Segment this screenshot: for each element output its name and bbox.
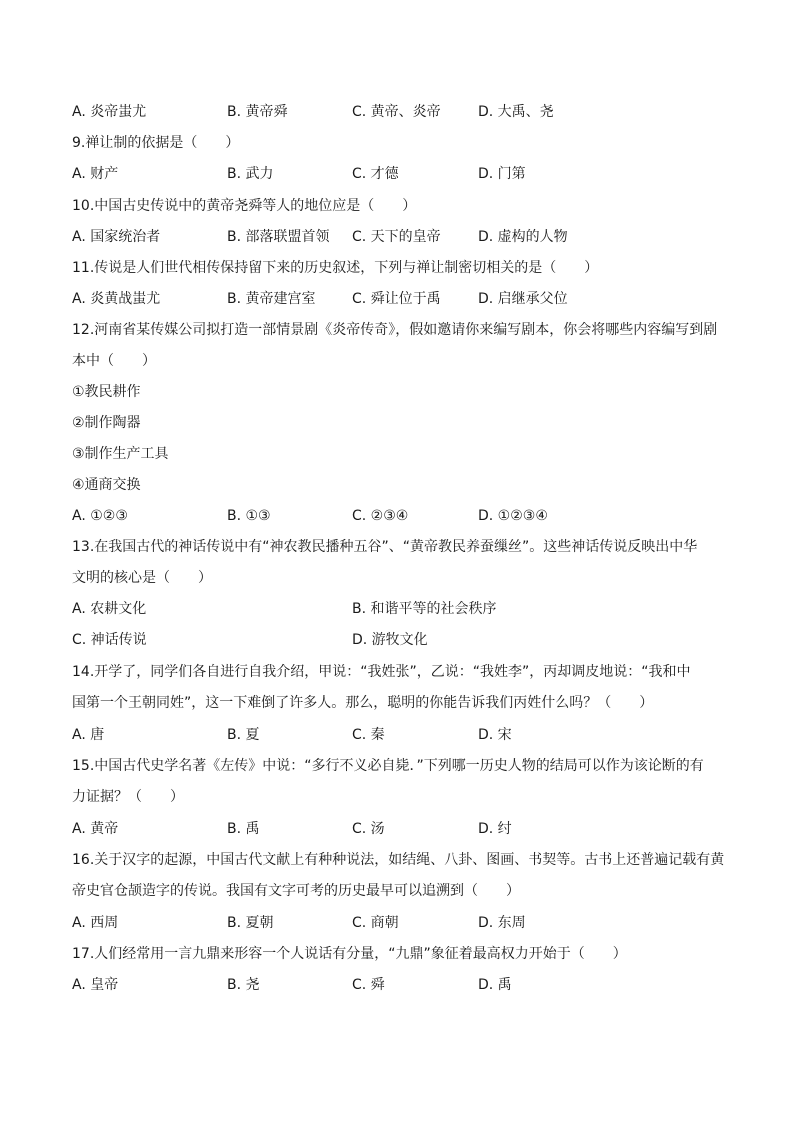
option-b[interactable]: B. ①③ bbox=[227, 508, 271, 524]
q17-stem: 17.人们经常用一言九鼎来形容一个人说话有分量，“九鼎”象征着最高权力开始于（ ） bbox=[72, 946, 627, 962]
q11-stem: 11.传说是人们世代相传保持留下来的历史叙述，下列与禅让制密切相关的是（ ） bbox=[72, 260, 599, 276]
q12-item-1: ①教民耕作 bbox=[72, 384, 141, 400]
option-d[interactable]: D. 大禹、尧 bbox=[478, 104, 554, 120]
q12-item-3: ③制作生产工具 bbox=[72, 446, 169, 462]
option-a[interactable]: A. 炎黄战蚩尤 bbox=[72, 291, 161, 307]
q15-options bbox=[72, 819, 732, 839]
option-c[interactable]: C. 舜让位于禹 bbox=[352, 291, 441, 307]
option-b[interactable]: B. 夏 bbox=[227, 727, 260, 743]
q13-stem-line-1: 13.在我国古代的神话传说中有“神农教民播种五谷”、“黄帝教民养蚕缫丝”。这些神话传说反映出中华 bbox=[72, 539, 698, 555]
q12-options bbox=[72, 506, 732, 526]
q15-stem-line-2: 力证据？（ ） bbox=[72, 789, 184, 805]
option-c[interactable]: C. 天下的皇帝 bbox=[352, 229, 441, 245]
q16-stem-line-1: 16.关于汉字的起源，中国古代文献上有种种说法，如结绳、八卦、图画、书契等。古书上还普遍记载有黄 bbox=[72, 852, 725, 868]
q17-options bbox=[72, 975, 732, 995]
q10-options bbox=[72, 227, 732, 247]
option-c[interactable]: C. 商朝 bbox=[352, 915, 399, 931]
q13-options-row-2 bbox=[72, 630, 732, 650]
option-b[interactable]: B. 夏朝 bbox=[227, 915, 274, 931]
option-c[interactable]: C. 汤 bbox=[352, 821, 385, 837]
option-b[interactable]: B. 部落联盟首领 bbox=[227, 229, 330, 245]
option-b[interactable]: B. 黄帝建宫室 bbox=[227, 291, 316, 307]
q14-options bbox=[72, 725, 732, 745]
q9-stem: 9.禅让制的依据是（ ） bbox=[72, 135, 240, 151]
option-c[interactable]: C. 神话传说 bbox=[72, 632, 147, 648]
option-c[interactable]: C. ②③④ bbox=[352, 508, 409, 524]
option-a[interactable]: A. 唐 bbox=[72, 727, 105, 743]
option-d[interactable]: D. 东周 bbox=[478, 915, 526, 931]
q8-options bbox=[72, 102, 732, 122]
option-a[interactable]: A. 国家统治者 bbox=[72, 229, 161, 245]
option-a[interactable]: A. ①②③ bbox=[72, 508, 128, 524]
option-a[interactable]: A. 黄帝 bbox=[72, 821, 119, 837]
option-b[interactable]: B. 尧 bbox=[227, 977, 260, 993]
option-d[interactable]: D. 启继承父位 bbox=[478, 291, 568, 307]
q14-stem-line-1: 14.开学了，同学们各自进行自我介绍，甲说：“我姓张”，乙说：“我姓李”，丙却调皮地说：“我和中 bbox=[72, 664, 691, 680]
option-b[interactable]: B. 黄帝舜 bbox=[227, 104, 288, 120]
option-c[interactable]: C. 才德 bbox=[352, 166, 399, 182]
option-b[interactable]: B. 和谐平等的社会秩序 bbox=[352, 601, 497, 617]
option-c[interactable]: C. 舜 bbox=[352, 977, 385, 993]
option-b[interactable]: B. 禹 bbox=[227, 821, 260, 837]
q9-options bbox=[72, 164, 732, 184]
option-d[interactable]: D. 禹 bbox=[478, 977, 512, 993]
q12-item-2: ②制作陶器 bbox=[72, 415, 141, 431]
option-d[interactable]: D. 虚构的人物 bbox=[478, 229, 568, 245]
q13-options-row-1 bbox=[72, 599, 732, 619]
q16-options bbox=[72, 913, 732, 933]
q15-stem-line-1: 15.中国古代史学名著《左传》中说：“多行不义必自毙．”下列哪一历史人物的结局可以作为该论断的有 bbox=[72, 758, 704, 774]
option-a[interactable]: A. 皇帝 bbox=[72, 977, 119, 993]
q13-stem-line-2: 文明的核心是（ ） bbox=[72, 570, 212, 586]
q12-stem-line-1: 12.河南省某传媒公司拟打造一部情景剧《炎帝传奇》，假如邀请你来编写剧本，你会将哪些内容编写到剧 bbox=[72, 322, 718, 338]
q12-stem-line-2: 本中（ ） bbox=[72, 353, 156, 369]
q14-stem-line-2: 国第一个王朝同姓”，这一下难倒了许多人。那么，聪明的你能告诉我们丙姓什么吗？（ ） bbox=[72, 695, 654, 711]
option-d[interactable]: D. 纣 bbox=[478, 821, 512, 837]
option-d[interactable]: D. ①②③④ bbox=[478, 508, 548, 524]
option-a[interactable]: A. 财产 bbox=[72, 166, 119, 182]
q12-item-4: ④通商交换 bbox=[72, 477, 141, 493]
option-d[interactable]: D. 游牧文化 bbox=[352, 632, 428, 648]
option-a[interactable]: A. 西周 bbox=[72, 915, 119, 931]
q11-options bbox=[72, 289, 732, 309]
option-c[interactable]: C. 黄帝、炎帝 bbox=[352, 104, 441, 120]
option-b[interactable]: B. 武力 bbox=[227, 166, 274, 182]
option-d[interactable]: D. 宋 bbox=[478, 727, 512, 743]
option-c[interactable]: C. 秦 bbox=[352, 727, 385, 743]
q10-stem: 10.中国古史传说中的黄帝尧舜等人的地位应是（ ） bbox=[72, 198, 417, 214]
option-d[interactable]: D. 门第 bbox=[478, 166, 526, 182]
option-a[interactable]: A. 农耕文化 bbox=[72, 601, 147, 617]
q16-stem-line-2: 帝史官仓颉造字的传说。我国有文字可考的历史最早可以追溯到（ ） bbox=[72, 883, 520, 899]
option-a[interactable]: A. 炎帝蚩尤 bbox=[72, 104, 147, 120]
